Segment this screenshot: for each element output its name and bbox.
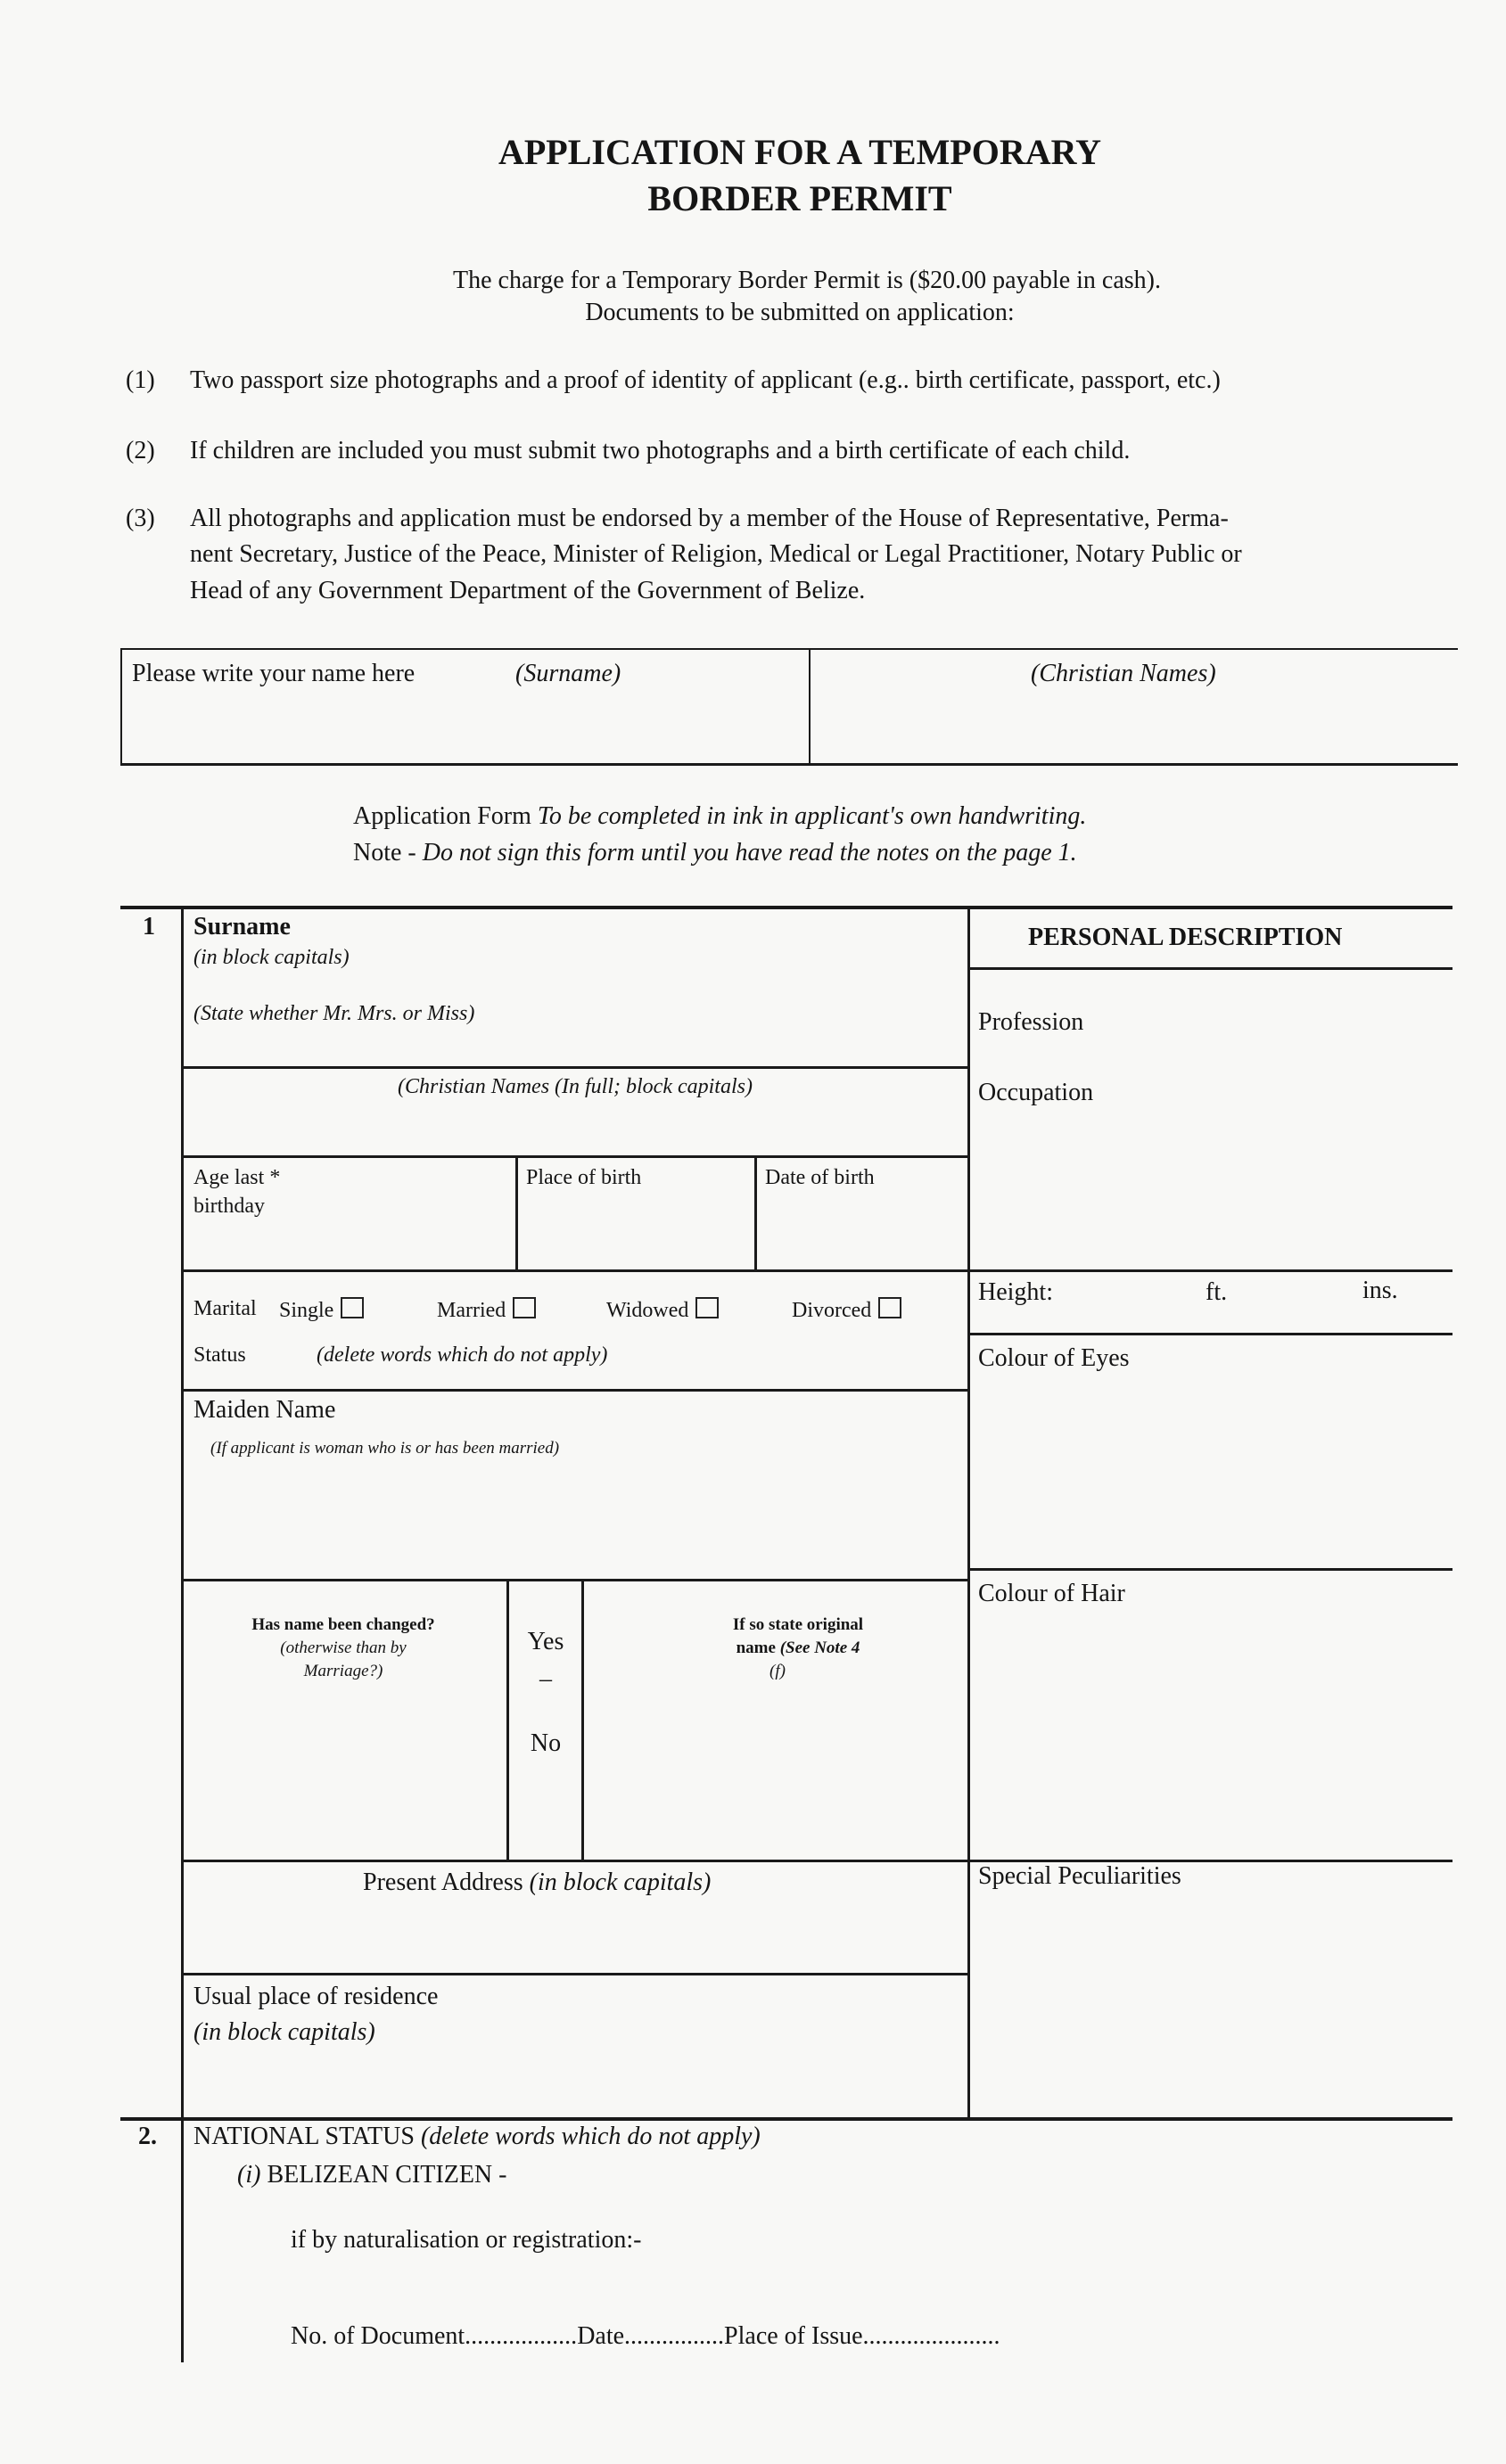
christian-names-heading: (Christian Names (In full; block capitals): [398, 1075, 753, 1098]
usual-residence-field[interactable]: [446, 1979, 963, 2113]
name-changed-note: Marriage?): [303, 1662, 383, 1680]
checkbox-icon[interactable]: [878, 1297, 901, 1318]
requirement-text: All photographs and application must be endorsed by a member of the House of Representative, Perma-: [190, 505, 1229, 532]
name-changed-note: (otherwise than by: [280, 1639, 407, 1657]
occupation-label: Occupation: [978, 1079, 1094, 1106]
requirement-number: (2): [126, 437, 155, 464]
original-name-label-2: name (See Note 4: [736, 1639, 860, 1657]
section2-number: 2.: [138, 2123, 157, 2150]
maiden-name-note: (If applicant is woman who is or has been married): [210, 1439, 560, 1458]
hair-colour-label: Colour of Hair: [978, 1580, 1125, 1607]
place-of-birth-label: Place of birth: [526, 1166, 642, 1189]
document-number-field[interactable]: No. of Document..................: [291, 2322, 578, 2350]
form-title-line2: BORDER PERMIT: [647, 178, 952, 218]
documents-heading: Documents to be submitted on application:: [585, 299, 1015, 326]
present-address-field[interactable]: [187, 1903, 963, 1971]
usual-residence-label: Usual place of residence: [193, 1983, 439, 2010]
requirement-number: (1): [126, 366, 155, 394]
no-option[interactable]: No: [530, 1729, 562, 1757]
requirement-text: Head of any Government Department of the Government of Belize.: [190, 577, 866, 604]
surname-field[interactable]: [187, 909, 963, 1064]
christian-names-label: (Christian Names): [1031, 660, 1216, 687]
height-label: Height:: [978, 1278, 1053, 1306]
yes-option[interactable]: Yes: [527, 1628, 564, 1655]
naturalisation-label: if by naturalisation or registration:-: [291, 2226, 642, 2254]
surname-note: (in block capitals): [193, 946, 350, 969]
document-details-row: [291, 2322, 1000, 2351]
height-ft-label: ft.: [1206, 1278, 1228, 1306]
maiden-name-field[interactable]: [187, 1466, 963, 1577]
eye-colour-label: Colour of Eyes: [978, 1344, 1130, 1372]
age-label-1: Age last *: [193, 1166, 281, 1189]
name-box-label: Please write your name here: [132, 660, 416, 687]
christian-names-input[interactable]: [813, 695, 1455, 761]
date-of-birth-label: Date of birth: [765, 1166, 875, 1189]
marital-married[interactable]: Married: [437, 1297, 536, 1324]
requirement-text: If children are included you must submit two photographs and a birth certificate of each child.: [190, 437, 1131, 464]
place-of-issue-field[interactable]: Place of Issue......................: [724, 2322, 1000, 2350]
checkbox-icon[interactable]: [341, 1297, 364, 1318]
marital-widowed[interactable]: Widowed: [606, 1297, 719, 1324]
surname-label: (Surname): [515, 660, 621, 687]
name-changed-label: Has name been changed?: [251, 1615, 435, 1634]
national-status-heading: NATIONAL STATUS (delete words which do not apply): [193, 2123, 761, 2150]
marital-divorced[interactable]: Divorced: [792, 1297, 901, 1324]
checkbox-icon[interactable]: [695, 1297, 719, 1318]
usual-residence-note: (in block capitals): [193, 2018, 375, 2046]
christian-names-field[interactable]: [187, 1105, 963, 1154]
surname-input[interactable]: [125, 695, 806, 761]
peculiarities-label: Special Peculiarities: [978, 1862, 1181, 1890]
section1-number: 1: [143, 913, 155, 940]
checkbox-icon[interactable]: [513, 1297, 536, 1318]
present-address-label: Present Address (in block capitals): [363, 1869, 712, 1896]
title-note: (State whether Mr. Mrs. or Miss): [193, 1002, 475, 1025]
date-of-birth-field[interactable]: [760, 1199, 965, 1267]
belizean-citizen-label: (i) BELIZEAN CITIZEN -: [237, 2161, 507, 2189]
charge-text: The charge for a Temporary Border Permit is ($20.00 payable in cash).: [453, 267, 1161, 294]
requirement-number: (3): [126, 505, 155, 532]
status-label: Status: [193, 1343, 246, 1367]
age-label-2: birthday: [193, 1195, 265, 1218]
surname-heading: Surname: [193, 913, 291, 940]
profession-label: Profession: [978, 1008, 1084, 1036]
place-of-birth-field[interactable]: [521, 1199, 751, 1267]
marital-label: Marital: [193, 1297, 257, 1320]
age-field[interactable]: [187, 1221, 512, 1268]
original-name-field[interactable]: [587, 1689, 965, 1857]
form-title-line1: APPLICATION FOR A TEMPORARY: [498, 132, 1102, 172]
maiden-name-label: Maiden Name: [193, 1396, 336, 1424]
marital-note: (delete words which do not apply): [317, 1343, 608, 1367]
requirement-text: nent Secretary, Justice of the Peace, Minister of Religion, Medical or Legal Practitioner, Notary Public or: [190, 540, 1242, 568]
instruction-line2: Note - Do not sign this form until you have read the notes on the page 1.: [353, 839, 1077, 867]
original-name-label: If so state original: [732, 1615, 864, 1634]
yes-no-separator: –: [539, 1665, 552, 1693]
instruction-line1: Application Form To be completed in ink in applicant's own handwriting.: [353, 802, 1087, 830]
marital-single[interactable]: Single: [279, 1297, 364, 1324]
original-name-label-3: (f): [769, 1662, 786, 1680]
personal-description-heading: PERSONAL DESCRIPTION: [1028, 924, 1343, 951]
height-ins-label: ins.: [1362, 1277, 1398, 1304]
document-date-field[interactable]: Date................: [577, 2322, 725, 2350]
requirement-text: Two passport size photographs and a proof of identity of applicant (e.g.. birth certificate, passport, etc.): [190, 366, 1221, 394]
